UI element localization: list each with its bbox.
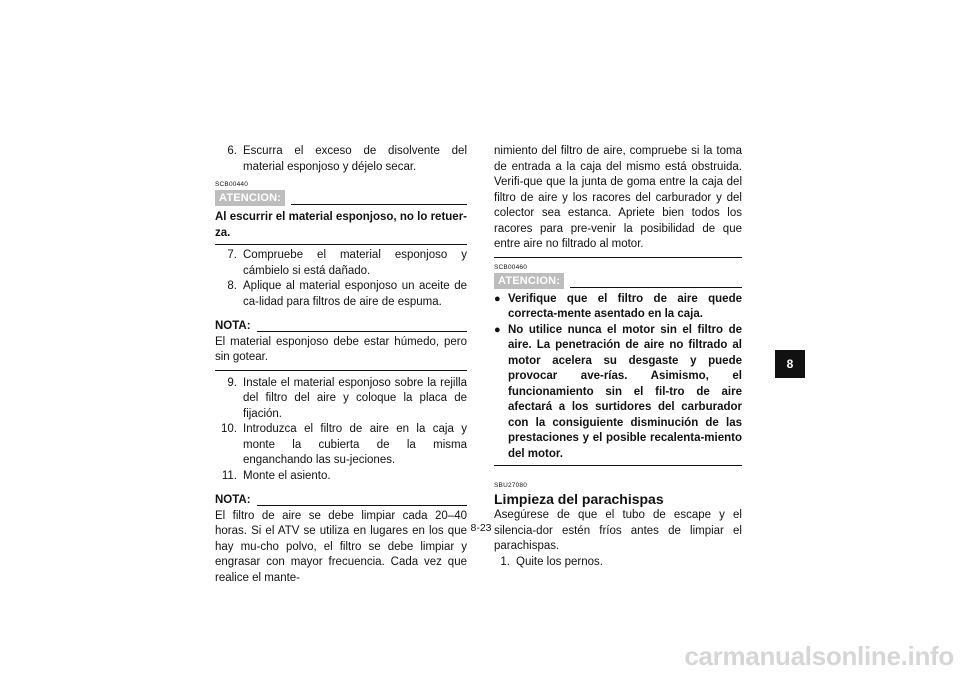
- step-text: Quite los pernos.: [516, 555, 603, 568]
- reference-code: SCB00460: [494, 263, 528, 271]
- step-1: [494, 555, 742, 571]
- left-column: [215, 144, 467, 586]
- bullet-text: Verifique que el filtro de aire quede correcta-mente asentado en la caja.: [508, 292, 742, 320]
- step-6: [215, 144, 467, 175]
- step-number: 11.: [221, 469, 237, 482]
- step-number: 7.: [227, 249, 237, 261]
- reference-code: SCB00440: [215, 181, 249, 188]
- step-11: [215, 469, 467, 485]
- step-text: Instale el material esponjoso sobre la rejilla del filtro del aire y coloque la placa de fijación.: [243, 376, 467, 420]
- caution-bullets: [494, 289, 742, 467]
- step-number: 9.: [227, 376, 237, 389]
- caution-text: Al escurrir el material esponjoso, no lo retuer-za.: [215, 206, 467, 245]
- step-number: 1.: [500, 555, 510, 568]
- caution-header: [215, 190, 467, 206]
- section-title: Limpieza del parachispas: [494, 491, 664, 507]
- bullet-text: No utilice nunca el motor sin el filtro de aire. La penetración de aire no filtrado al motor acelera su desgaste y puede provocar ave-rías. Asimismo, el funcionamiento sin el fil-tro de aire afectará a los surtidores del carburador con la consiguiente disminución de las prestaciones y el posible recalenta-miento del motor.: [508, 323, 742, 460]
- intro-paragraph: Asegúrese de que el tubo de escape y el silencia-dor estén fríos antes de limpiar el parachispas.: [494, 509, 742, 552]
- note-text: El filtro de aire se debe limpiar cada 20–40 horas. Si el ATV se utiliza en lugares en los que hay mu-cho polvo, el filtro se debe limpiar y engrasar con mayor frecuencia. Cada vez que realice el mante-: [215, 509, 467, 584]
- note-header: [215, 319, 467, 335]
- caution-header: [494, 273, 742, 289]
- step-9: [215, 376, 467, 423]
- watermark: carmanualsonline.info: [684, 641, 954, 671]
- step-7: [215, 248, 467, 279]
- caution-bullet: [494, 323, 742, 463]
- step-text: Introduzca el filtro de aire en la caja y monte la cubierta de la misma enganchando las su-jeciones.: [243, 423, 467, 466]
- caution-label: ATENCION:: [215, 190, 285, 206]
- caution-rule: [291, 204, 467, 205]
- caution-bullet: [494, 292, 742, 323]
- step-text: Compruebe el material esponjoso y cámbielo si está dañado.: [243, 249, 467, 277]
- chapter-tab: 8: [775, 350, 805, 378]
- reference-code: SBU27080: [494, 482, 528, 489]
- step-10: [215, 422, 467, 469]
- step-text: Monte el asiento.: [243, 469, 331, 482]
- step-number: 10.: [221, 423, 237, 435]
- step-8: [215, 279, 467, 310]
- continued-paragraph: nimiento del filtro de aire, compruebe si la toma de entrada a la caja del mismo está obstruida. Verifi-que que la junta de goma entre la caja del filtro de aire y los racores del carburador y del colector sea estanca. Apriete bien todos los racores para pre-venir la posibilidad de que entre aire no filtrado al motor.: [494, 145, 742, 250]
- step-text: Escurra el exceso de disolvente del material esponjoso y déjelo secar.: [243, 145, 467, 173]
- right-column: [494, 144, 742, 570]
- step-number: 8.: [227, 280, 237, 292]
- note-text: El material esponjoso debe estar húmedo, pero sin gotear.: [215, 335, 467, 371]
- page-number: 8-23: [470, 522, 492, 534]
- caution-rule: [570, 287, 742, 288]
- bullet-icon: ●: [494, 323, 501, 336]
- note-label: NOTA:: [215, 494, 251, 506]
- caution-label: ATENCION:: [494, 273, 564, 289]
- note-rule: [257, 331, 467, 332]
- note-header: [215, 493, 467, 509]
- note-rule: [257, 505, 467, 506]
- bullet-icon: ●: [494, 292, 501, 305]
- step-number: 6.: [227, 145, 237, 157]
- section-rule: [494, 257, 742, 258]
- note-label: NOTA:: [215, 320, 251, 332]
- step-text: Aplique al material esponjoso un aceite de ca-lidad para filtros de aire de espuma.: [243, 280, 467, 308]
